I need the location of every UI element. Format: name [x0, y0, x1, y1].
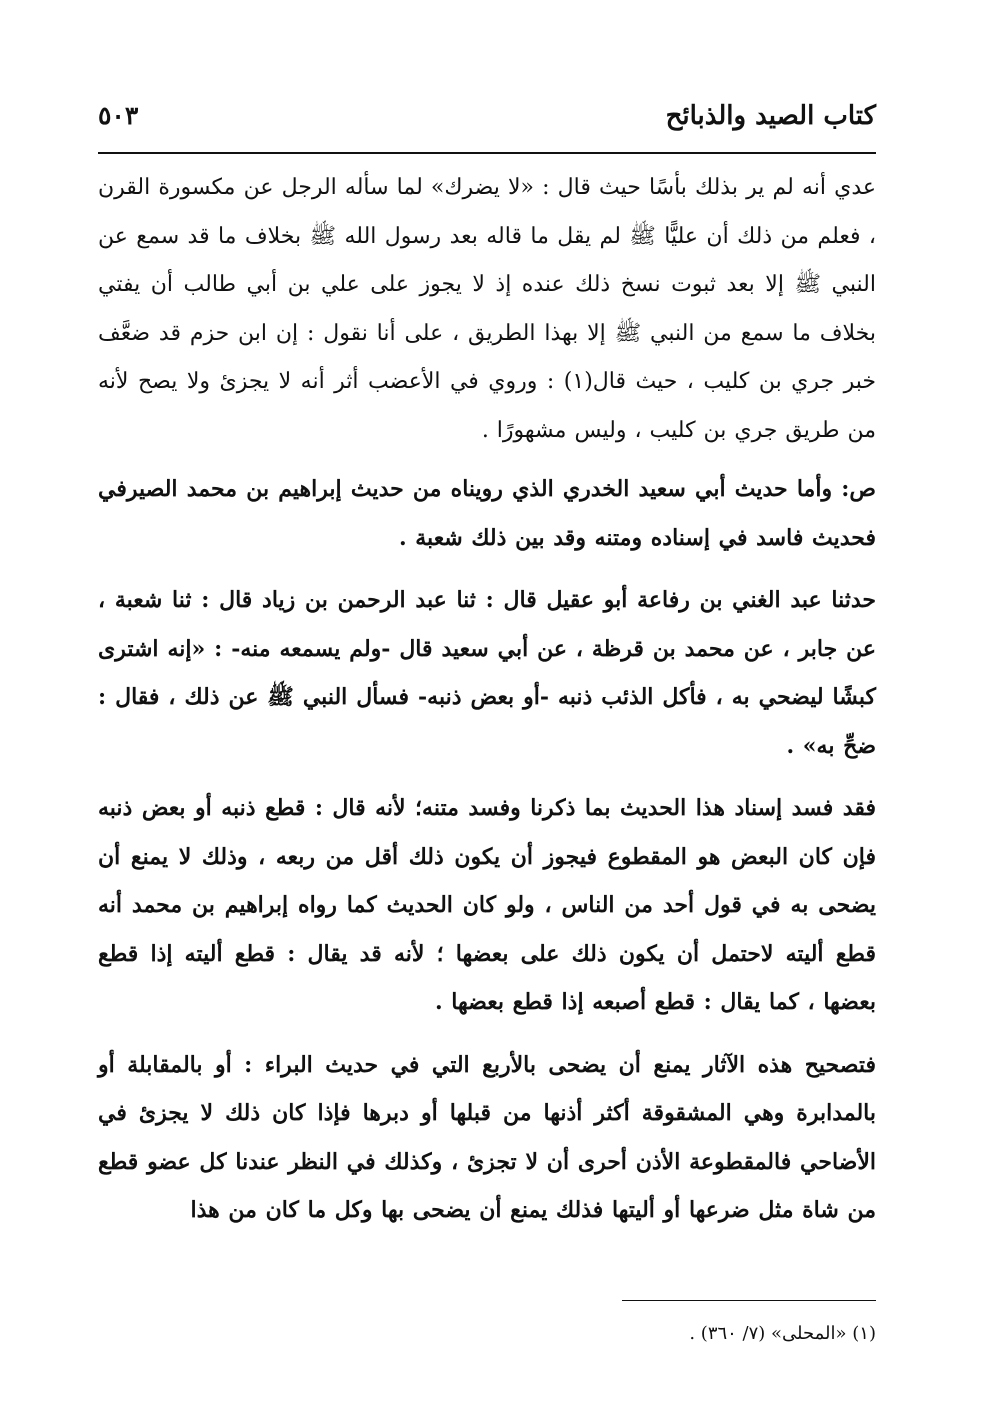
paragraph: ص: وأما حديث أبي سعيد الخدري الذي رويناه من حديث إبراهيم بن محمد الصيرفي فحديث فاسد في إسناده ومتنه وقد بين ذلك شعبة . — [98, 476, 876, 551]
paragraph: عدي أنه لم ير بذلك بأسًا حيث قال : «لا يضرك» لما سأله الرجل عن مكسورة القرن ، فعلم من ذلك أن عليًّا ﷺ لم يقل ما قاله بعد رسول الله ﷺ بخلاف ما قد سمع عن النبي ﷺ إلا بعد ثبوت نسخ ذلك عنده إذ لا يجوز على علي بن أبي طالب أن يفتي بخلاف ما سمع من النبي ﷺ إلا بهذا الطريق ، على أنا نقول : إن ابن حزم قد ضعَّف خبر جري بن كليب ، حيث قال(١) : وروي في الأعضب أثر أنه لا يجزئ ولا يصح لأنه من طريق جري بن كليب ، وليس مشهورًا . — [98, 175, 876, 443]
page-header — [98, 96, 876, 136]
running-title: كتاب الصيد والذبائح — [665, 101, 876, 131]
paragraph: حدثنا عبد الغني بن رفاعة أبو عقيل قال : ثنا عبد الرحمن بن زياد قال : ثنا شعبة ، عن جابر ، عن محمد بن قرظة ، عن أبي سعيد قال -ولم يسمعه منه- : «إنه اشترى كبشًا ليضحي به ، فأكل الذئب ذنبه -أو بعض ذنبه- فسأل النبي ﷺ عن ذلك ، فقال : ضحِّ به» . — [98, 587, 876, 759]
page-number: ٥٠٣ — [98, 101, 139, 130]
footnote: (١) «المحلى» (٧/ ٣٦٠) . — [689, 1323, 876, 1344]
footnote-divider — [622, 1300, 876, 1301]
header-divider — [98, 152, 876, 154]
page-body — [98, 164, 876, 1249]
paragraph: فتصحيح هذه الآثار يمنع أن يضحى بالأربع التي في حديث البراء : أو بالمقابلة أو بالمدابرة وهي المشقوقة أكثر أذنها من قبلها أو دبرها فإذا كان ذلك لا يجزئ في الأضاحي فالمقطوعة الأذن أحرى أن لا تجزئ ، وكذلك في النظر عندنا كل عضو قطع من شاة مثل ضرعها أو أليتها فذلك يمنع أن يضحى بها وكل ما كان من هذا — [98, 1051, 877, 1223]
paragraph: فقد فسد إسناد هذا الحديث بما ذكرنا وفسد متنه؛ لأنه قال : قطع ذنبه أو بعض ذنبه فإن كان البعض هو المقطوع فيجوز أن يكون ذلك أقل من ربعه ، وذلك لا يمنع أن يضحى به في قول أحد من الناس ، ولو كان الحديث كما رواه إبراهيم بن محمد أنه قطع أليته لاحتمل أن يكون ذلك على بعضها ؛ لأنه قد يقال : قطع أليته إذا قطع بعضها ، كما يقال : قطع أصبعه إذا قطع بعضها . — [98, 795, 876, 1015]
